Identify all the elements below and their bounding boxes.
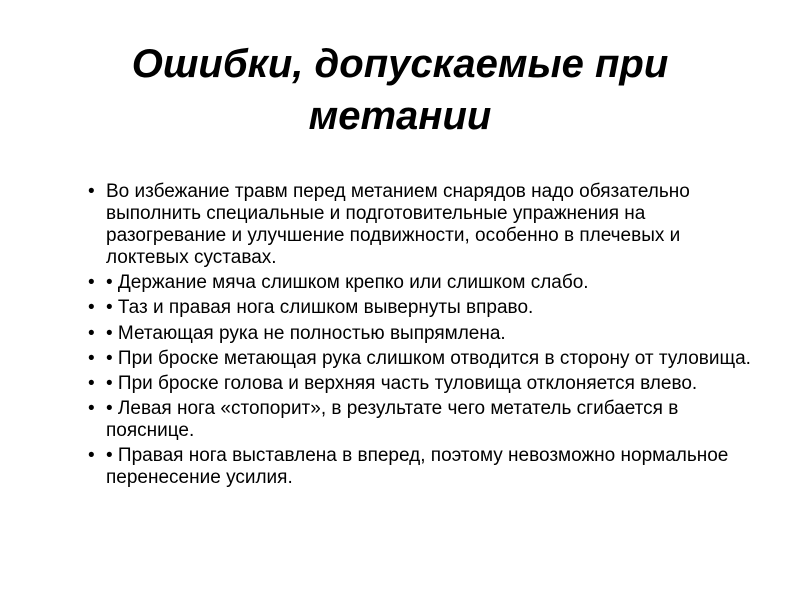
slide-title: Ошибки, допускаемые при метании — [131, 42, 669, 138]
list-item-text: • Таз и правая нога слишком вывернуты вправо. — [106, 297, 534, 319]
list-item-text: • При броске метающая рука слишком отводится в сторону от туловища. — [106, 347, 751, 369]
bullet-marker: • — [88, 445, 95, 467]
list-item — [88, 348, 768, 370]
list-item-text: • Левая нога «стопорит», в результате чего метатель сгибается в пояснице. — [106, 398, 679, 442]
bullet-list — [88, 181, 768, 493]
bullet-marker: • — [88, 297, 95, 319]
list-item — [88, 398, 768, 442]
list-item — [88, 181, 768, 269]
list-item-text: • При броске голова и верхняя часть туловища отклоняется влево. — [106, 372, 698, 394]
bullet-marker: • — [88, 347, 95, 369]
list-item — [88, 323, 768, 345]
list-item — [88, 373, 768, 395]
list-item — [88, 272, 768, 294]
bullet-marker: • — [88, 181, 95, 202]
bullet-marker: • — [88, 398, 95, 420]
list-item-text: Во избежание травм перед метанием снарядов надо обязательно выполнить специальные и подготовительные упражнения на разогревание и улучшение подвижности, особенно в плечевых и локтевых суставах. — [106, 181, 690, 268]
list-item — [88, 297, 768, 319]
bullet-marker: • — [88, 372, 95, 394]
bullet-marker: • — [88, 272, 95, 294]
list-item-text: • Правая нога выставлена в вперед, поэтому невозможно нормальное перенесение усилия. — [106, 445, 729, 489]
list-item-text: • Держание мяча слишком крепко или слишком слабо. — [106, 272, 589, 294]
list-item-text: • Метающая рука не полностью выпрямлена. — [106, 322, 506, 344]
bullet-marker: • — [88, 322, 95, 344]
list-item — [88, 445, 768, 489]
